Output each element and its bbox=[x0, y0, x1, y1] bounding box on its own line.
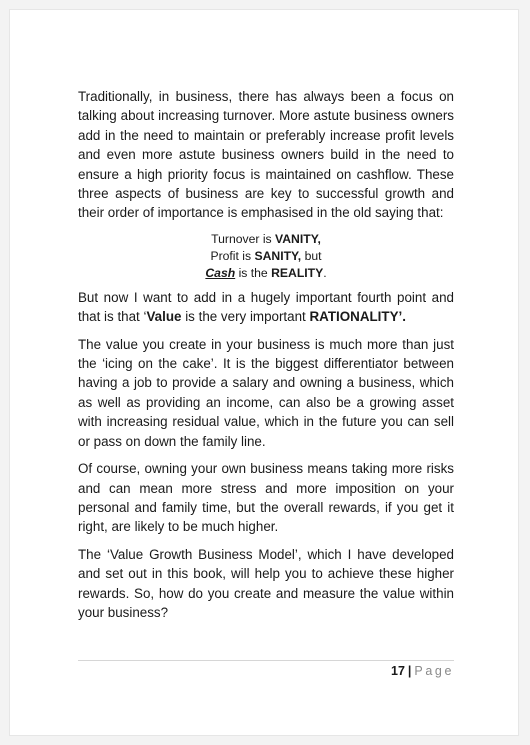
paragraph-2-value: Value bbox=[146, 309, 182, 325]
saying-line-1-text: Turnover is bbox=[211, 231, 276, 246]
paragraph-4: Of course, owning your own business means taking more risks and can mean more stress and more imposition on your personal and family time, but the overall rewards, if you get it right, are likely to be much higher. bbox=[78, 461, 454, 535]
page-footer bbox=[78, 664, 454, 678]
saying-line-3-end: . bbox=[323, 265, 327, 280]
saying-vanity: VANITY, bbox=[275, 231, 321, 246]
saying-line-3 bbox=[78, 265, 454, 282]
old-saying bbox=[78, 231, 454, 282]
saying-line-2-end: but bbox=[301, 248, 322, 263]
footer-separator: | bbox=[407, 664, 412, 678]
document-page bbox=[9, 9, 519, 736]
saying-line-2 bbox=[78, 248, 454, 265]
saying-line-2-text: Profit is bbox=[210, 248, 255, 263]
paragraph-5: The ‘Value Growth Business Model’, which I have developed and set out in this book, will help you to achieve these higher rewards. So, how do you create and measure the value within your business? bbox=[78, 546, 454, 620]
saying-cash: Cash bbox=[205, 265, 236, 280]
page-body bbox=[78, 87, 454, 630]
footer-divider bbox=[78, 660, 454, 661]
paragraph-2-mid: is the very important bbox=[181, 309, 310, 325]
saying-line-1 bbox=[78, 231, 454, 248]
saying-reality: REALITY bbox=[271, 265, 324, 280]
saying-line-3-text: is the bbox=[235, 265, 272, 280]
page-word: Page bbox=[414, 664, 454, 678]
page-number: 17 bbox=[391, 664, 405, 678]
paragraph-1: Traditionally, in business, there has always been a focus on talking about increasing turnover. More astute business owners add in the need to maintain or preferably increase profit levels and even more astute business owners build in the need to ensure a high priority focus is maintained on cashflow. These three aspects of business are key to successful growth and their order of importance is emphasised in the old saying that: bbox=[78, 89, 454, 221]
paragraph-2-text: But now I want to add in a hugely important fourth point and that is that ‘ bbox=[78, 289, 454, 325]
paragraph-3: The value you create in your business is much more than just the ‘icing on the cake’. It is the biggest differentiator between having a job to provide a salary and owning a business, which as well as providing an income, can also be a growing asset with increasing residual value, which in the future you can sell or pass on down the family line. bbox=[78, 336, 454, 449]
paragraph-2 bbox=[78, 288, 454, 327]
paragraph-2-rationality: RATIONALITY’. bbox=[309, 309, 406, 325]
saying-sanity: SANITY, bbox=[254, 248, 302, 263]
